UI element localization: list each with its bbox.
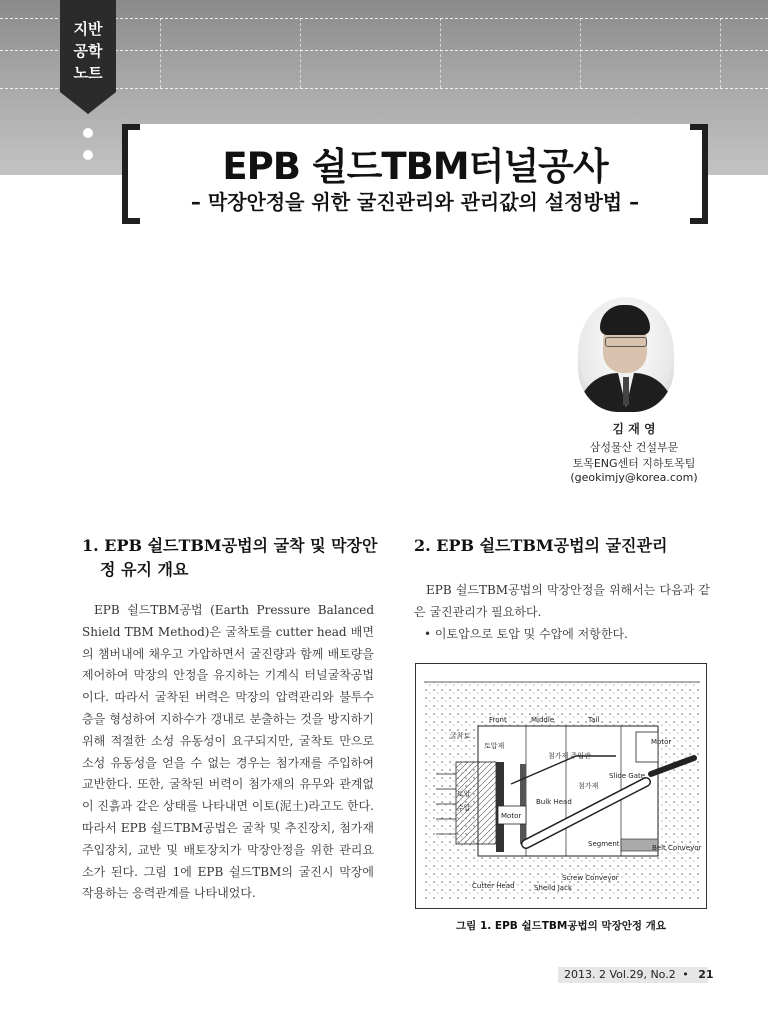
bulk-head-shape: [520, 764, 526, 844]
label-additive-pipe: 첨가재 주입관: [548, 752, 591, 760]
label-cutter-head: Cutter Head: [472, 882, 515, 890]
section1-heading: 1. EPB 쉴드TBM공법의 굴착 및 막장안 정 유지 개요: [82, 536, 378, 579]
author-affiliation: 삼성물산 건설부문: [589, 441, 679, 454]
section2-body: EPB 쉴드TBM공법의 막장안정을 위해서는 다음과 같은 굴진관리가 필요하다.: [414, 583, 710, 619]
shield-diagram-svg: [416, 664, 706, 908]
label-motor-top: Motor: [651, 738, 672, 746]
label-water-pressure: 수압: [457, 804, 471, 812]
label-screw-conveyor: Screw Conveyor: [562, 874, 619, 882]
section1-body: EPB 쉴드TBM공법 (Earth Pressure Balanced Shield TBM Method)은 굴착토를 cutter head 배면의 챔버내에 채우고 가압하면서 굴진량과 함께 배토량을 제어하여 막장의 안정을 유지하는 기계식 터널굴착공법이다. 따라서 굴착된 버력은 막장의 압력관리와 불투수층을 형성하여 지하수가 갱내로 분출하는 것을 방지하기 위해 적절한 소성 유동성이 요구되지만, 굴착토 만으로 소성 유동성을 얻을 수 없는 경우는 첨가재를 주입하여 교반한다. 또한, 굴착된 버력이 첨가재의 유무와 관계없이 진흙과 같은 상태를 나타내면 이토(泥土)라고도 한다. 따라서 EPB 쉴드TBM공법은 굴착 및 추진장치, 첨가재 주입장치, 교반 및 배토장치가 막장안정을 위한 관리요소가 된다. 그림 1에 EPB 쉴드TBM의 굴진시 막장에 작용하는 응력관계를 나타내었다.: [82, 603, 374, 901]
top-motor-box: [636, 732, 658, 762]
label-tail: Tail: [588, 716, 600, 724]
section-tag-tip: [60, 92, 116, 114]
section2-bullet: • 이토압으로 토압 및 수압에 저항한다.: [424, 627, 628, 641]
section-tag-line: 공학: [73, 42, 103, 60]
banner-dashed-divider: [160, 18, 161, 88]
footer-bullet: •: [682, 968, 689, 981]
label-mud-material: 토압재: [484, 742, 505, 750]
label-sheild-jack: Sheild Jack: [534, 884, 573, 892]
decorative-dot: [83, 150, 93, 160]
article-subtitle: – 막장안정을 위한 굴진관리와 관리값의 설정방법 –: [190, 190, 640, 214]
author-department: 토목ENG센터 지하토목팀: [572, 457, 696, 470]
author-email: (geokimjy@korea.com): [570, 471, 698, 484]
label-additive: 첨가재: [578, 782, 599, 790]
label-earth-pressure: 토압: [457, 790, 471, 798]
label-motor-box: Motor: [501, 812, 522, 820]
label-middle: Middle: [531, 716, 555, 724]
label-belt-conveyor: Belt Conveyor: [652, 844, 702, 852]
section2-heading: 2. EPB 쉴드TBM공법의 굴진관리: [414, 536, 668, 555]
label-front: Front: [489, 716, 507, 724]
label-bulk-head: Bulk Head: [536, 798, 572, 806]
banner-dashed-divider: [720, 18, 721, 88]
banner-dashed-divider: [440, 18, 441, 88]
section-tag-line: 노트: [73, 64, 103, 82]
section-tag-line: 지반: [73, 20, 103, 38]
page-number: 21: [698, 968, 714, 981]
figure-epb-shield-diagram: [415, 663, 707, 909]
article-title: EPB 쉴드TBM터널공사: [222, 145, 608, 188]
face-pressure-zone: [456, 762, 496, 844]
label-slide-gate: Slide Gate: [609, 772, 646, 780]
decorative-dot: [83, 128, 93, 138]
author-photo: [578, 297, 674, 412]
figure-caption: 그림 1. EPB 쉴드TBM공법의 막장안정 개요: [456, 920, 666, 932]
banner-dashed-divider: [580, 18, 581, 88]
section-tag-label: [60, 18, 116, 84]
author-name: 김 재 영: [612, 422, 656, 436]
label-excavated-soil: 굴착토: [450, 732, 471, 740]
label-segment: Segment: [588, 840, 620, 848]
footer-date: 2013. 2: [564, 968, 606, 981]
banner-dashed-divider: [300, 18, 301, 88]
footer-info: [564, 967, 714, 983]
footer-volume: Vol.29, No.2: [609, 968, 676, 981]
